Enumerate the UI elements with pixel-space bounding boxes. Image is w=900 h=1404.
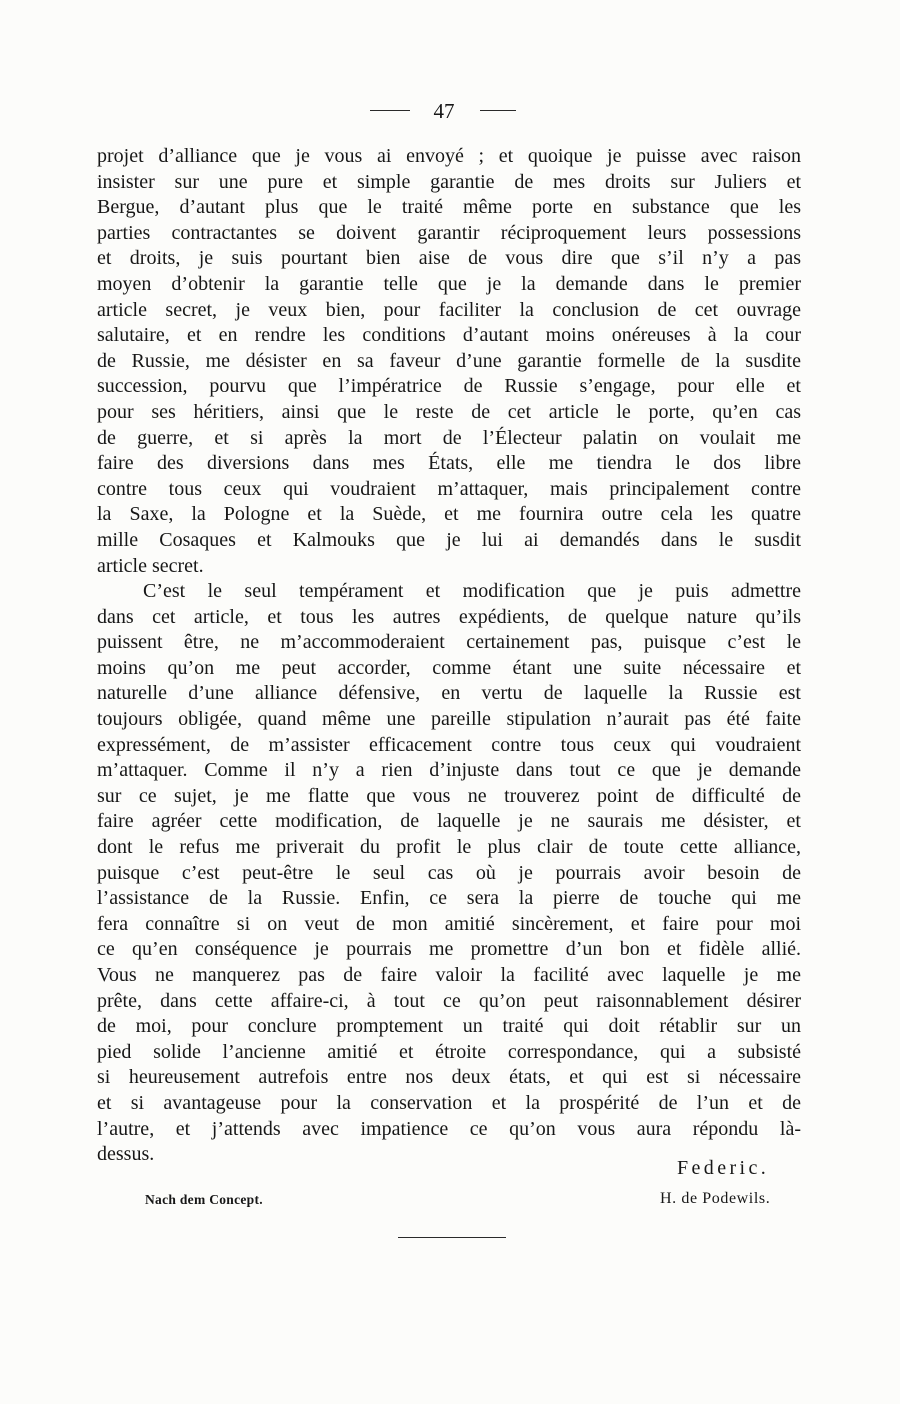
text-line: succession, pourvu que l’impératrice de Russie s’engage, pour elle et — [97, 375, 801, 398]
text-line: et droits, je suis pourtant bien aise de vous dire que s’il n’y a pas — [97, 247, 801, 270]
text-line: et si avantageuse pour la conservation et la prospérité de l’un et de — [97, 1091, 801, 1114]
text-line: de guerre, et si après la mort de l’Électeur palatin on voulait me — [97, 426, 801, 449]
text-line: contre tous ceux qui voudraient m’attaquer, mais principalement contre — [97, 477, 801, 500]
paragraph-2 — [97, 579, 801, 1168]
text-line: Bergue, d’autant plus que le traité même porte en substance que les — [97, 196, 801, 219]
text-line: naturelle d’une alliance défensive, en vertu de laquelle la Russie est — [97, 682, 801, 705]
text-line: pied solide l’ancienne amitié et étroite correspondance, qui a subsisté — [97, 1040, 801, 1063]
text-line: expressément, de m’assister efficacement contre tous ceux qui voudraient — [97, 733, 801, 756]
text-line: fera connaître si on veut de mon amitié sincèrement, et faire pour moi — [97, 912, 801, 935]
text-line: article secret. — [97, 554, 204, 577]
countersignature: H. de Podewils. — [660, 1190, 771, 1207]
text-line: si heureusement autrefois entre nos deux états, et qui est si nécessaire — [97, 1066, 801, 1089]
text-line: de Russie, me désister en sa faveur d’une garantie formelle de la susdite — [97, 349, 801, 372]
text-line: Vous ne manquerez pas de faire valoir la facilité avec laquelle je me — [97, 964, 801, 986]
text-line: faire agréer cette modification, de laquelle je ne saurais me désister, et — [97, 810, 801, 833]
letter-body — [97, 144, 801, 1168]
source-note: Nach dem Concept. — [145, 1192, 263, 1207]
text-line: puissent être, ne m’accommoderaient certainement pas, puisque c’est le — [97, 631, 801, 654]
text-line: dessus. — [97, 1143, 155, 1166]
text-line: ce qu’en conséquence je pourrais me promettre d’un bon et fidèle allié. — [97, 938, 801, 961]
end-rule — [398, 1237, 506, 1238]
text-line: puisque c’est peut-être le seul cas où je pourrais avoir besoin de — [97, 861, 801, 884]
text-line: l’assistance de la Russie. Enfin, ce sera la pierre de touche qui me — [97, 887, 801, 910]
text-line: C’est le seul tempérament et modification que je puis admettre — [143, 580, 801, 603]
page-number: 47 — [433, 99, 455, 123]
text-line: pour ses héritiers, ainsi que le reste de cet article le porte, qu’en cas — [97, 400, 801, 423]
text-line: faire des diversions dans mes États, elle me tiendra le dos libre — [97, 452, 801, 475]
text-line: insister sur une pure et simple garantie de mes droits sur Juliers et — [97, 170, 801, 193]
text-line: moyen d’obtenir la garantie telle que je la demande dans le premier — [97, 272, 801, 295]
text-line: toujours obligée, quand même une pareille stipulation n’aurait pas été faite — [97, 708, 801, 731]
text-line: m’attaquer. Comme il n’y a rien d’injuste dans tout ce que je demande — [97, 759, 801, 782]
page-number-right-dash — [480, 110, 516, 111]
text-line: la Saxe, la Pologne et la Suède, et me fournira outre cela les quatre — [97, 503, 801, 526]
text-line: de moi, pour conclure promptement un traité qui doit rétablir sur un — [97, 1015, 801, 1038]
text-line: dont le refus me priverait du profit le plus clair de toute cette alliance, — [97, 836, 801, 859]
text-line: moins qu’on me peut accorder, comme étant une suite nécessaire et — [97, 656, 801, 679]
paragraph-1 — [97, 144, 801, 579]
text-line: article secret, je veux bien, pour faciliter la conclusion de cet ouvrage — [97, 298, 801, 321]
text-line: salutaire, et en rendre les conditions d’autant moins onéreuses à la cour — [97, 324, 801, 347]
text-line: projet d’alliance que je vous ai envoyé ; et quoique je puisse avec raison — [97, 145, 801, 167]
text-line: prête, dans cette affaire-ci, à tout ce qu’on peut raisonnablement désirer — [97, 989, 801, 1012]
text-line: dans cet article, et tous les autres expédients, de quelque nature qu’ils — [97, 605, 801, 628]
page-number-left-dash — [370, 110, 410, 111]
text-line: l’autre, et j’attends avec impatience ce qu’on vous aura répondu là- — [97, 1117, 801, 1140]
text-line: parties contractantes se doivent garantir réciproquement leurs possessions — [97, 221, 801, 244]
text-line: mille Cosaques et Kalmouks que je lui ai demandés dans le susdit — [97, 528, 801, 551]
text-line: sur ce sujet, je me flatte que vous ne trouverez point de difficulté de — [97, 784, 801, 807]
signature-name: Federic. — [677, 1157, 770, 1179]
